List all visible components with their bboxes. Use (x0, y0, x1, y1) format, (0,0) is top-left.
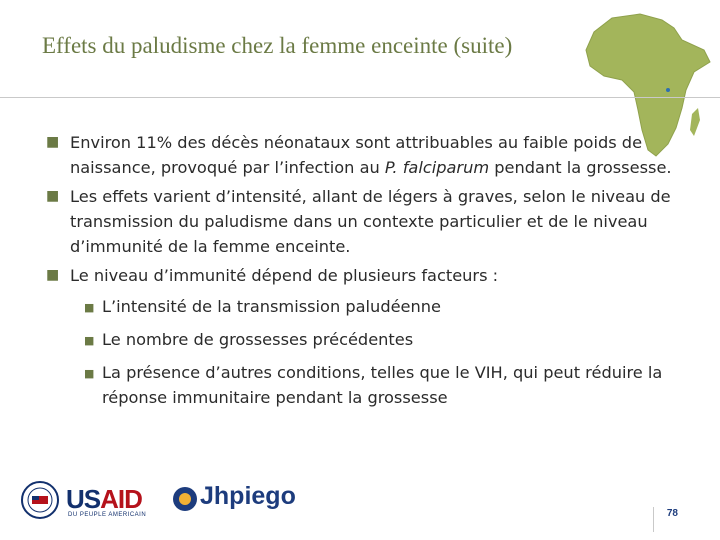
small-square-bullet-icon: ■ (84, 301, 95, 314)
sub-bullet-item (70, 294, 686, 319)
sub-bullet-list (70, 294, 686, 410)
sub-bullet-item (70, 360, 686, 410)
page-number: 78 (666, 508, 678, 519)
square-bullet-icon: ■ (46, 188, 60, 204)
bullet-item (46, 184, 686, 259)
sub-bullet-text: L’intensité de la transmission paludéenne (102, 297, 441, 316)
bullet-list (46, 130, 686, 418)
usaid-logo-aid: AID (100, 484, 142, 514)
bullet-text-1-italic: P. falciparum (384, 158, 490, 177)
title-divider (0, 97, 720, 98)
small-square-bullet-icon: ■ (84, 367, 95, 380)
partner-logos (20, 480, 700, 530)
sub-bullet-text: La présence d’autres conditions, telles que le VIH, qui peut réduire la réponse immunitaire pendant la grossesse (102, 363, 663, 407)
bullet-text-1b: pendant la grossesse. (489, 158, 672, 177)
page-number-divider (653, 507, 654, 532)
usaid-tagline: DU PEUPLE AMERICAIN (68, 512, 147, 518)
bullet-text-2: Les effets varient d’intensité, allant de légers à graves, selon le niveau de transmission du paludisme dans un contexte particulier et de le niveau d’immunité de la femme enceinte. (70, 187, 671, 256)
jhpiego-logo: Jhpiego (200, 482, 296, 510)
sub-bullet-text: Le nombre de grossesses précédentes (102, 330, 414, 349)
slide-title: Effets du paludisme chez la femme enceinte (suite) (42, 33, 513, 58)
bullet-text-3: Le niveau d’immunité dépend de plusieurs facteurs : (70, 266, 499, 285)
square-bullet-icon: ■ (46, 267, 60, 283)
usaid-logo-us: US (66, 484, 101, 514)
bullet-item (46, 263, 686, 410)
jhpiego-mark-icon (172, 486, 198, 512)
sub-bullet-item (70, 327, 686, 352)
bullet-item (46, 130, 686, 180)
bullet-text-1a: Environ 11% des décès néonataux sont attribuables au faible poids de naissance, provoqué par l’infection au (70, 133, 643, 177)
small-square-bullet-icon: ■ (84, 334, 95, 347)
usaid-seal-icon (20, 480, 60, 520)
square-bullet-icon: ■ (46, 134, 60, 150)
usaid-logo (66, 484, 142, 515)
